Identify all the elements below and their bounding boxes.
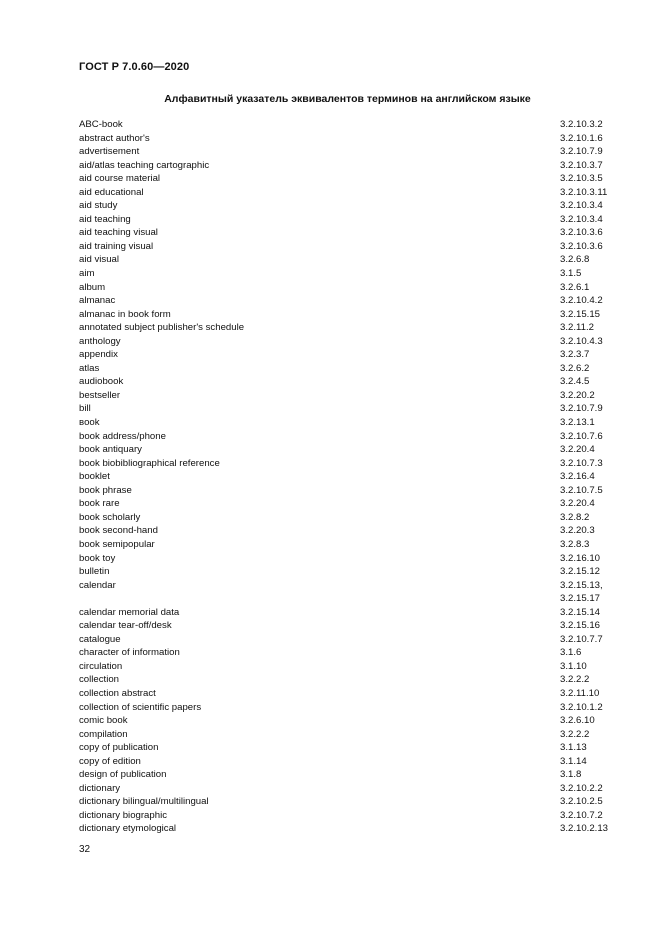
entry-reference: 3.2.10.2.13 (560, 823, 609, 835)
index-entry (79, 172, 614, 186)
entry-reference: 3.2.10.3.5 (560, 173, 603, 185)
entry-reference: 3.2.20.4 (560, 444, 595, 456)
entry-reference: 3.2.4.5 (560, 376, 590, 388)
term-index-list (79, 118, 614, 836)
index-entry (79, 552, 614, 566)
entry-term: anthology (79, 335, 121, 347)
entry-reference: 3.2.10.7.9 (560, 403, 603, 415)
entry-reference: 3.2.10.4.3 (560, 335, 603, 347)
entry-term: booklet (79, 471, 110, 483)
entry-term: aid teaching (79, 213, 131, 225)
entry-reference: 3.2.6.2 (560, 362, 590, 374)
index-entry (79, 538, 614, 552)
entry-term: book toy (79, 552, 116, 564)
entry-reference: 3.2.6.8 (560, 254, 590, 266)
entry-reference: 3.2.15.13, 3.2.15.17 (560, 579, 603, 605)
entry-reference: 3.2.10.7.6 (560, 430, 603, 442)
entry-term: almanac in book form (79, 308, 171, 320)
index-entry (79, 701, 614, 715)
index-entry (79, 294, 614, 308)
index-entry (79, 795, 614, 809)
index-entry (79, 768, 614, 782)
entry-reference: 3.2.15.12 (560, 566, 601, 578)
index-entry (79, 822, 614, 836)
index-entry (79, 118, 614, 132)
entry-reference: 3.2.2.2 (560, 728, 590, 740)
entry-term: aid/atlas teaching cartographic (79, 159, 210, 171)
entry-reference: 3.2.11.2 (560, 322, 594, 334)
entry-term: circulation (79, 660, 123, 672)
index-entry (79, 565, 614, 579)
entry-reference: 3.2.15.15 (560, 308, 601, 320)
entry-reference: 3.1.14 (560, 755, 587, 767)
entry-reference: 3.2.10.2.2 (560, 782, 603, 794)
index-entry (79, 443, 614, 457)
entry-reference: 3.2.10.4.2 (560, 295, 603, 307)
entry-reference: 3.1.10 (560, 660, 587, 672)
index-entry (79, 728, 614, 742)
index-entry (79, 633, 614, 647)
index-entry (79, 389, 614, 403)
entry-reference: 3.2.3.7 (560, 349, 590, 361)
index-entry (79, 619, 614, 633)
entry-reference: 3.2.10.7.7 (560, 633, 603, 645)
index-entry (79, 484, 614, 498)
index-entry (79, 321, 614, 335)
index-entry (79, 660, 614, 674)
index-entry (79, 226, 614, 240)
index-entry (79, 416, 614, 430)
entry-term: dictionary bilingual/multilingual (79, 796, 209, 808)
index-entry (79, 646, 614, 660)
entry-reference: 3.2.2.2 (560, 674, 590, 686)
entry-term: appendix (79, 349, 118, 361)
entry-term: advertisement (79, 146, 140, 158)
index-entry (79, 497, 614, 511)
entry-term: bestseller (79, 389, 121, 401)
entry-term: collection (79, 674, 119, 686)
entry-reference: 3.2.10.2.5 (560, 796, 603, 808)
entry-term: annotated subject publisher's schedule (79, 322, 245, 334)
index-title: Алфавитный указатель эквивалентов терминов на английском языке (164, 93, 531, 105)
entry-term: catalogue (79, 633, 121, 645)
entry-term: bulletin (79, 566, 110, 578)
entry-reference: 3.2.10.3.2 (560, 119, 603, 130)
document-header: ГОСТ Р 7.0.60—2020 (79, 61, 190, 73)
index-entry (79, 687, 614, 701)
index-entry (79, 159, 614, 173)
entry-term: aid training visual (79, 240, 154, 252)
index-entry (79, 348, 614, 362)
entry-term: book rare (79, 498, 120, 510)
entry-term: book antiquary (79, 444, 142, 456)
entry-term: aim (79, 268, 95, 280)
entry-reference: 3.2.16.10 (560, 552, 601, 564)
entry-term: atlas (79, 362, 100, 374)
entry-reference: 3.2.16.4 (560, 471, 595, 483)
entry-reference: 3.1.6 (560, 647, 582, 659)
entry-term: dictionary (79, 782, 121, 794)
entry-term: book second-hand (79, 525, 158, 537)
index-entry (79, 782, 614, 796)
entry-term: character of information (79, 647, 180, 659)
index-entry (79, 186, 614, 200)
entry-reference: 3.2.10.3.4 (560, 213, 603, 225)
index-entry (79, 809, 614, 823)
entry-reference: 3.2.13.1 (560, 417, 595, 429)
index-entry (79, 375, 614, 389)
index-entry (79, 470, 614, 484)
entry-term: bill (79, 403, 91, 415)
entry-reference: 3.2.10.3.7 (560, 159, 603, 171)
entry-reference: 3.2.10.7.9 (560, 146, 603, 158)
index-entry (79, 308, 614, 322)
page-number: 32 (79, 844, 91, 855)
index-entry (79, 213, 614, 227)
entry-term: aid visual (79, 254, 119, 266)
index-entry (79, 714, 614, 728)
index-entry (79, 755, 614, 769)
entry-reference: 3.2.10.3.11 (560, 186, 608, 198)
index-entry (79, 132, 614, 146)
entry-term: book address/phone (79, 430, 166, 442)
entry-term: book biobibliographical reference (79, 457, 220, 469)
entry-reference: 3.1.13 (560, 742, 587, 754)
index-entry (79, 511, 614, 525)
index-entry (79, 362, 614, 376)
entry-term: book scholarly (79, 511, 141, 523)
index-entry (79, 606, 614, 620)
index-entry (79, 579, 614, 606)
entry-term: copy of edition (79, 755, 141, 767)
index-entry (79, 240, 614, 254)
entry-term: calendar memorial data (79, 606, 180, 618)
entry-term: вook (79, 417, 100, 429)
index-entry (79, 281, 614, 295)
entry-reference: 3.2.10.3.6 (560, 240, 603, 252)
entry-reference: 3.1.5 (560, 268, 582, 280)
index-entry (79, 457, 614, 471)
entry-reference: 3.2.10.3.6 (560, 227, 603, 239)
entry-reference: 3.2.10.7.5 (560, 484, 603, 496)
entry-reference: 3.2.8.2 (560, 511, 590, 523)
entry-term: design of publication (79, 769, 167, 781)
entry-term: aid study (79, 200, 118, 212)
entry-term: comic book (79, 715, 128, 727)
entry-term: collection of scientific papers (79, 701, 202, 713)
entry-reference: 3.2.10.7.3 (560, 457, 603, 469)
entry-reference: 3.2.10.7.2 (560, 809, 603, 821)
entry-reference: 3.2.20.4 (560, 498, 595, 510)
index-entry (79, 267, 614, 281)
entry-term: compilation (79, 728, 128, 740)
entry-reference: 3.2.8.3 (560, 538, 590, 550)
entry-term: abstract author's (79, 132, 150, 144)
entry-reference: 3.2.6.1 (560, 281, 590, 293)
entry-reference: 3.2.6.10 (560, 715, 595, 727)
entry-reference: 3.2.10.1.6 (560, 132, 603, 144)
entry-reference: 3.2.11.10 (560, 687, 600, 699)
entry-term: book phrase (79, 484, 132, 496)
entry-reference: 3.2.15.16 (560, 620, 601, 632)
entry-reference: 3.1.8 (560, 769, 582, 781)
index-entry (79, 741, 614, 755)
entry-reference: 3.2.10.1.2 (560, 701, 603, 713)
entry-term: calendar tear-off/desk (79, 620, 172, 632)
entry-term: copy of publication (79, 742, 159, 754)
index-entry (79, 402, 614, 416)
entry-term: ABC-book (79, 119, 123, 130)
entry-term: dictionary etymological (79, 823, 177, 835)
entry-term: aid educational (79, 186, 144, 198)
entry-term: audiobook (79, 376, 124, 388)
entry-term: collection abstract (79, 687, 156, 699)
entry-term: dictionary biographic (79, 809, 167, 821)
entry-reference: 3.2.20.3 (560, 525, 595, 537)
index-entry (79, 145, 614, 159)
entry-term: aid course material (79, 173, 161, 185)
index-entry (79, 673, 614, 687)
entry-term: aid teaching visual (79, 227, 158, 239)
entry-term: almanac (79, 295, 116, 307)
index-entry (79, 253, 614, 267)
entry-term: album (79, 281, 106, 293)
entry-term: calendar (79, 579, 116, 591)
index-entry (79, 524, 614, 538)
entry-term: book semipopular (79, 538, 155, 550)
entry-reference: 3.2.10.3.4 (560, 200, 603, 212)
entry-reference: 3.2.20.2 (560, 389, 595, 401)
index-entry (79, 430, 614, 444)
entry-reference: 3.2.15.14 (560, 606, 601, 618)
index-entry (79, 335, 614, 349)
index-entry (79, 199, 614, 213)
